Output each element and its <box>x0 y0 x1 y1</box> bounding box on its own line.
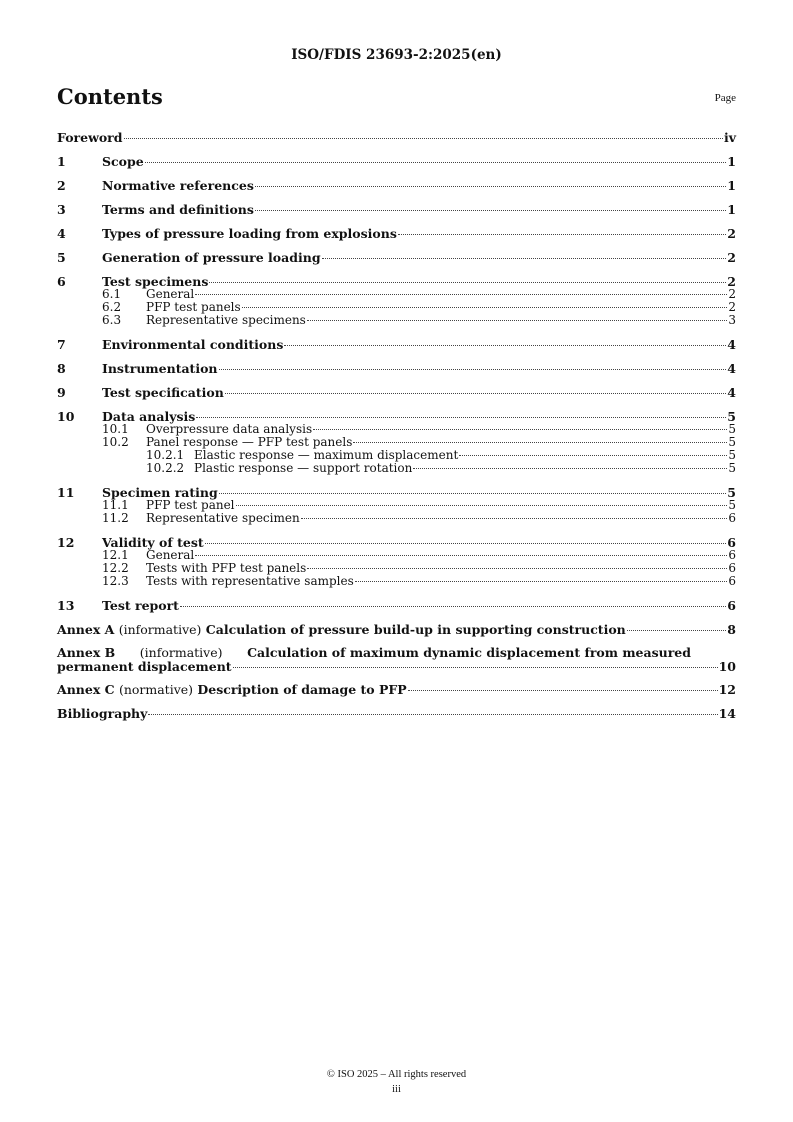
copyright-notice: © ISO 2025 – All rights reserved <box>326 1069 467 1080</box>
toc-label: Scope <box>102 154 144 169</box>
toc-label: Calculation of maximum dynamic displacement from measured <box>247 645 691 660</box>
toc-page: 2 <box>728 300 736 314</box>
toc-label: General <box>146 548 195 562</box>
toc-page: 2 <box>728 287 736 301</box>
leader-dots <box>307 568 727 569</box>
toc-page: iv <box>723 130 736 145</box>
leader-dots <box>284 345 726 346</box>
page-number: iii <box>392 1084 401 1095</box>
toc-page: 2 <box>727 274 736 289</box>
leader-dots <box>195 555 727 556</box>
leader-dots <box>408 690 718 691</box>
leader-dots <box>195 294 727 295</box>
table-of-contents <box>57 128 736 720</box>
toc-number: 11.1 <box>102 498 129 512</box>
toc-number: 6.2 <box>102 300 122 314</box>
toc-number: 12 <box>57 535 75 550</box>
toc-page: 4 <box>727 385 736 400</box>
toc-number: 10.2.1 <box>146 448 185 462</box>
toc-page: 4 <box>727 361 736 376</box>
leader-dots <box>196 417 726 418</box>
toc-number: 12.3 <box>102 574 129 588</box>
toc-subsubentry[interactable] <box>57 462 736 475</box>
leader-dots <box>145 162 727 163</box>
leader-dots <box>255 186 726 187</box>
toc-number: 11 <box>57 485 75 500</box>
leader-dots <box>413 468 727 469</box>
leader-dots <box>322 258 727 259</box>
toc-number: 2 <box>57 178 66 193</box>
toc-entry-annex-c[interactable] <box>57 683 736 696</box>
toc-label: Overpressure data analysis <box>146 422 313 436</box>
document-id: ISO/FDIS 23693-2:2025(en) <box>291 47 502 63</box>
leader-dots <box>209 282 726 283</box>
toc-number: 12.1 <box>102 548 129 562</box>
toc-number: 9 <box>57 385 66 400</box>
annex-id: Annex C <box>57 682 115 697</box>
toc-page: 5 <box>728 498 736 512</box>
toc-number: 4 <box>57 226 66 241</box>
leader-dots <box>180 606 726 607</box>
leader-dots <box>301 518 728 519</box>
toc-page: 6 <box>728 561 736 575</box>
toc-page: 3 <box>728 313 736 327</box>
toc-page: 1 <box>727 178 736 193</box>
toc-number: 10.2 <box>102 435 129 449</box>
toc-label: General <box>146 287 195 301</box>
toc-page: 1 <box>727 154 736 169</box>
toc-page: 10 <box>718 659 736 674</box>
toc-number: 13 <box>57 598 75 613</box>
toc-number: 3 <box>57 202 66 217</box>
toc-label: Calculation of pressure build-up in supporting construction <box>205 622 626 637</box>
toc-entry-annex-b[interactable] <box>57 646 736 673</box>
toc-number: 1 <box>57 154 66 169</box>
toc-label: Foreword <box>57 130 123 145</box>
toc-number: 5 <box>57 250 66 265</box>
leader-dots <box>219 369 727 370</box>
toc-entry[interactable] <box>57 203 736 216</box>
toc-page: 5 <box>728 461 736 475</box>
annex-id: Annex A <box>57 622 115 637</box>
annex-kind: (normative) <box>118 682 194 697</box>
leader-dots <box>353 442 727 443</box>
toc-page: 6 <box>728 548 736 562</box>
toc-number: 6.1 <box>102 287 122 301</box>
toc-number: 11.2 <box>102 511 129 525</box>
leader-dots <box>242 307 728 308</box>
toc-subentry[interactable] <box>57 314 736 327</box>
toc-label: Test specification <box>102 385 224 400</box>
toc-label: Tests with representative samples <box>146 574 354 588</box>
toc-page: 6 <box>728 574 736 588</box>
leader-dots <box>219 493 727 494</box>
leader-dots <box>236 505 728 506</box>
toc-page: 14 <box>718 706 736 721</box>
toc-number: 6 <box>57 274 66 289</box>
toc-entry[interactable] <box>57 338 736 351</box>
toc-entry-bibliography[interactable] <box>57 707 736 720</box>
toc-entry-foreword[interactable] <box>57 131 736 144</box>
toc-page: 5 <box>727 485 736 500</box>
toc-label: Normative references <box>102 178 254 193</box>
toc-number: 10 <box>57 409 75 424</box>
leader-dots <box>307 320 728 321</box>
toc-page: 4 <box>727 337 736 352</box>
toc-label: Specimen rating <box>102 485 218 500</box>
toc-page: 2 <box>727 226 736 241</box>
toc-label: Validity of test <box>102 535 204 550</box>
toc-number: 10.1 <box>102 422 129 436</box>
leader-dots <box>255 210 726 211</box>
toc-number: 12.2 <box>102 561 129 575</box>
toc-label-continued: permanent displacement <box>57 659 232 674</box>
leader-dots <box>225 393 726 394</box>
toc-label: PFP test panel <box>146 498 235 512</box>
leader-dots <box>205 543 727 544</box>
toc-label: Test specimens <box>102 274 209 289</box>
annex-kind: (informative) <box>118 622 202 637</box>
toc-label: Types of pressure loading from explosions <box>102 226 397 241</box>
toc-entry[interactable] <box>57 251 736 264</box>
toc-label: Generation of pressure loading <box>102 250 321 265</box>
toc-page: 1 <box>727 202 736 217</box>
toc-page: 2 <box>727 250 736 265</box>
leader-dots <box>124 138 723 139</box>
toc-entry-annex-a[interactable] <box>57 623 736 636</box>
toc-label: Tests with PFP test panels <box>146 561 307 575</box>
toc-number: 7 <box>57 337 66 352</box>
page-title: Contents <box>57 84 163 109</box>
toc-page: 6 <box>728 511 736 525</box>
toc-page: 5 <box>728 448 736 462</box>
annex-kind: (informative) <box>139 645 223 660</box>
toc-page: 5 <box>728 422 736 436</box>
toc-page: 8 <box>727 622 736 637</box>
leader-dots <box>313 429 727 430</box>
leader-dots <box>355 581 728 582</box>
toc-label: PFP test panels <box>146 300 241 314</box>
toc-page: 5 <box>728 435 736 449</box>
toc-label: Panel response — PFP test panels <box>146 435 353 449</box>
toc-label: Elastic response — maximum displacement <box>194 448 459 462</box>
toc-subentry[interactable] <box>57 575 736 588</box>
leader-dots <box>398 234 726 235</box>
toc-page: 6 <box>727 598 736 613</box>
toc-label: Terms and definitions <box>102 202 254 217</box>
leader-dots <box>627 630 727 631</box>
leader-dots <box>148 714 717 715</box>
annex-id: Annex B <box>57 645 116 660</box>
toc-number: 6.3 <box>102 313 122 327</box>
page-column-label: Page <box>714 92 736 104</box>
toc-label: Representative specimens <box>146 313 306 327</box>
toc-page: 12 <box>718 682 736 697</box>
toc-entry[interactable] <box>57 155 736 168</box>
toc-label: Bibliography <box>57 706 148 721</box>
toc-entry[interactable] <box>57 227 736 240</box>
toc-entry[interactable] <box>57 599 736 612</box>
toc-label: Test report <box>102 598 179 613</box>
toc-label: Data analysis <box>102 409 196 424</box>
leader-dots <box>459 455 727 456</box>
toc-label: Environmental conditions <box>102 337 284 352</box>
toc-page: 5 <box>727 409 736 424</box>
page-footer <box>0 1067 793 1097</box>
leader-dots <box>233 667 718 668</box>
toc-entry[interactable] <box>57 386 736 399</box>
toc-label: Instrumentation <box>102 361 218 376</box>
toc-page: 6 <box>727 535 736 550</box>
toc-subentry[interactable] <box>57 512 736 525</box>
toc-entry[interactable] <box>57 179 736 192</box>
toc-entry[interactable] <box>57 362 736 375</box>
toc-number: 8 <box>57 361 66 376</box>
toc-label: Description of damage to PFP <box>197 682 407 697</box>
toc-label: Representative specimen <box>146 511 300 525</box>
toc-number: 10.2.2 <box>146 461 185 475</box>
toc-label: Plastic response — support rotation <box>194 461 413 475</box>
